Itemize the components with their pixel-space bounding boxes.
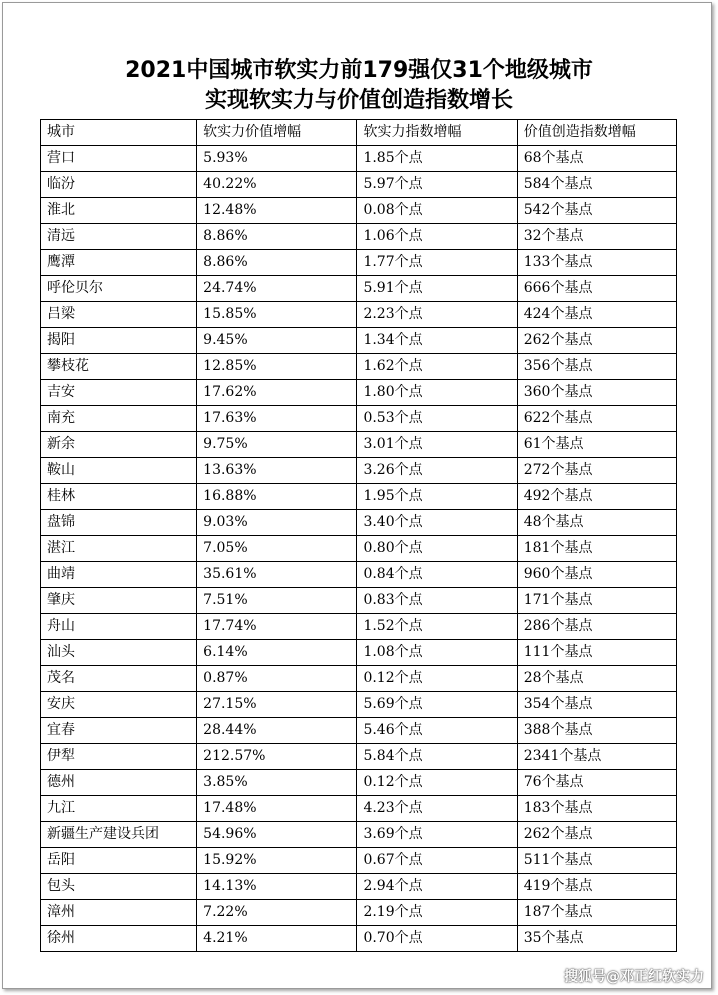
table-row: [41, 900, 677, 926]
table-row: [41, 718, 677, 744]
cell-city: 舟山: [41, 614, 197, 640]
cell-city: 汕头: [41, 640, 197, 666]
table-row: [41, 172, 677, 198]
cell-soft-power-value-growth: 6.14%: [197, 640, 357, 666]
cell-city: 宜春: [41, 718, 197, 744]
cell-soft-power-value-growth: 9.75%: [197, 432, 357, 458]
table-row: [41, 146, 677, 172]
table-row: [41, 432, 677, 458]
cell-city: 淮北: [41, 198, 197, 224]
cell-value-creation-index-growth: 133个基点: [517, 250, 676, 276]
cell-value-creation-index-growth: 183个基点: [517, 796, 676, 822]
cell-value-creation-index-growth: 48个基点: [517, 510, 676, 536]
cell-soft-power-value-growth: 5.93%: [197, 146, 357, 172]
cell-value-creation-index-growth: 622个基点: [517, 406, 676, 432]
cell-soft-power-value-growth: 15.85%: [197, 302, 357, 328]
cell-soft-power-index-growth: 2.23个点: [357, 302, 517, 328]
cell-value-creation-index-growth: 111个基点: [517, 640, 676, 666]
cell-soft-power-value-growth: 4.21%: [197, 926, 357, 952]
table-row: [41, 562, 677, 588]
cell-soft-power-value-growth: 13.63%: [197, 458, 357, 484]
cell-soft-power-index-growth: 5.69个点: [357, 692, 517, 718]
table-row: [41, 380, 677, 406]
cell-city: 清远: [41, 224, 197, 250]
cell-city: 南充: [41, 406, 197, 432]
cell-value-creation-index-growth: 262个基点: [517, 822, 676, 848]
cell-soft-power-value-growth: 12.85%: [197, 354, 357, 380]
cell-city: 肇庆: [41, 588, 197, 614]
table-row: [41, 536, 677, 562]
cell-soft-power-index-growth: 1.34个点: [357, 328, 517, 354]
cell-city: 伊犁: [41, 744, 197, 770]
cell-city: 呼伦贝尔: [41, 276, 197, 302]
cell-soft-power-index-growth: 3.40个点: [357, 510, 517, 536]
header-value-creation-index-growth: 价值创造指数增幅: [517, 120, 676, 146]
cell-value-creation-index-growth: 76个基点: [517, 770, 676, 796]
cell-value-creation-index-growth: 360个基点: [517, 380, 676, 406]
cell-city: 岳阳: [41, 848, 197, 874]
cell-value-creation-index-growth: 511个基点: [517, 848, 676, 874]
cell-city: 安庆: [41, 692, 197, 718]
table-row: [41, 744, 677, 770]
watermark-text: 搜狐号@邓正红软实力: [564, 969, 704, 985]
cell-soft-power-index-growth: 0.12个点: [357, 770, 517, 796]
cell-city: 鹰潭: [41, 250, 197, 276]
city-soft-power-table: [40, 119, 677, 952]
cell-soft-power-index-growth: 0.84个点: [357, 562, 517, 588]
cell-soft-power-index-growth: 5.91个点: [357, 276, 517, 302]
cell-soft-power-value-growth: 212.57%: [197, 744, 357, 770]
cell-value-creation-index-growth: 28个基点: [517, 666, 676, 692]
table-row: [41, 822, 677, 848]
cell-soft-power-index-growth: 1.08个点: [357, 640, 517, 666]
cell-value-creation-index-growth: 171个基点: [517, 588, 676, 614]
cell-city: 揭阳: [41, 328, 197, 354]
table-row: [41, 198, 677, 224]
cell-soft-power-value-growth: 0.87%: [197, 666, 357, 692]
cell-soft-power-index-growth: 3.01个点: [357, 432, 517, 458]
table-row: [41, 276, 677, 302]
cell-soft-power-index-growth: 1.06个点: [357, 224, 517, 250]
cell-city: 漳州: [41, 900, 197, 926]
cell-soft-power-index-growth: 1.85个点: [357, 146, 517, 172]
cell-soft-power-index-growth: 2.94个点: [357, 874, 517, 900]
cell-soft-power-index-growth: 0.08个点: [357, 198, 517, 224]
cell-value-creation-index-growth: 187个基点: [517, 900, 676, 926]
cell-city: 茂名: [41, 666, 197, 692]
cell-soft-power-index-growth: 1.52个点: [357, 614, 517, 640]
cell-city: 包头: [41, 874, 197, 900]
cell-city: 营口: [41, 146, 197, 172]
cell-value-creation-index-growth: 424个基点: [517, 302, 676, 328]
cell-soft-power-index-growth: 0.70个点: [357, 926, 517, 952]
table-row: [41, 354, 677, 380]
cell-soft-power-value-growth: 9.45%: [197, 328, 357, 354]
cell-soft-power-value-growth: 16.88%: [197, 484, 357, 510]
cell-soft-power-value-growth: 17.62%: [197, 380, 357, 406]
cell-soft-power-value-growth: 7.05%: [197, 536, 357, 562]
cell-soft-power-index-growth: 4.23个点: [357, 796, 517, 822]
table-row: [41, 328, 677, 354]
cell-value-creation-index-growth: 68个基点: [517, 146, 676, 172]
cell-city: 桂林: [41, 484, 197, 510]
table-body: [41, 146, 677, 952]
table-row: [41, 692, 677, 718]
cell-soft-power-value-growth: 17.74%: [197, 614, 357, 640]
cell-soft-power-index-growth: 5.46个点: [357, 718, 517, 744]
cell-value-creation-index-growth: 960个基点: [517, 562, 676, 588]
cell-city: 德州: [41, 770, 197, 796]
cell-city: 新疆生产建设兵团: [41, 822, 197, 848]
cell-soft-power-value-growth: 27.15%: [197, 692, 357, 718]
cell-city: 攀枝花: [41, 354, 197, 380]
cell-value-creation-index-growth: 584个基点: [517, 172, 676, 198]
cell-value-creation-index-growth: 419个基点: [517, 874, 676, 900]
table-row: [41, 796, 677, 822]
cell-city: 曲靖: [41, 562, 197, 588]
table-row: [41, 510, 677, 536]
cell-value-creation-index-growth: 262个基点: [517, 328, 676, 354]
cell-soft-power-value-growth: 17.63%: [197, 406, 357, 432]
page-title-line-2: 实现软实力与价值创造指数增长: [204, 88, 513, 113]
cell-value-creation-index-growth: 2341个基点: [517, 744, 676, 770]
table-row: [41, 588, 677, 614]
cell-city: 吕梁: [41, 302, 197, 328]
cell-soft-power-value-growth: 8.86%: [197, 224, 357, 250]
header-soft-power-index-growth: 软实力指数增幅: [357, 120, 517, 146]
cell-city: 临汾: [41, 172, 197, 198]
cell-soft-power-value-growth: 24.74%: [197, 276, 357, 302]
cell-soft-power-index-growth: 3.26个点: [357, 458, 517, 484]
cell-soft-power-index-growth: 2.19个点: [357, 900, 517, 926]
cell-soft-power-index-growth: 0.83个点: [357, 588, 517, 614]
page-title-line-1: 2021中国城市软实力前179强仅31个地级城市: [125, 58, 593, 83]
table-row: [41, 874, 677, 900]
cell-soft-power-index-growth: 1.80个点: [357, 380, 517, 406]
cell-soft-power-value-growth: 8.86%: [197, 250, 357, 276]
cell-value-creation-index-growth: 272个基点: [517, 458, 676, 484]
cell-value-creation-index-growth: 35个基点: [517, 926, 676, 952]
table-row: [41, 484, 677, 510]
cell-value-creation-index-growth: 666个基点: [517, 276, 676, 302]
cell-soft-power-index-growth: 1.77个点: [357, 250, 517, 276]
table-row: [41, 848, 677, 874]
table-row: [41, 614, 677, 640]
cell-city: 鞍山: [41, 458, 197, 484]
cell-value-creation-index-growth: 388个基点: [517, 718, 676, 744]
cell-soft-power-value-growth: 15.92%: [197, 848, 357, 874]
cell-value-creation-index-growth: 492个基点: [517, 484, 676, 510]
cell-value-creation-index-growth: 542个基点: [517, 198, 676, 224]
table-row: [41, 666, 677, 692]
cell-soft-power-index-growth: 0.80个点: [357, 536, 517, 562]
table-row: [41, 770, 677, 796]
cell-soft-power-index-growth: 5.97个点: [357, 172, 517, 198]
cell-soft-power-index-growth: 3.69个点: [357, 822, 517, 848]
cell-value-creation-index-growth: 356个基点: [517, 354, 676, 380]
cell-soft-power-index-growth: 1.62个点: [357, 354, 517, 380]
cell-value-creation-index-growth: 354个基点: [517, 692, 676, 718]
cell-value-creation-index-growth: 286个基点: [517, 614, 676, 640]
cell-city: 盘锦: [41, 510, 197, 536]
cell-soft-power-index-growth: 0.12个点: [357, 666, 517, 692]
cell-value-creation-index-growth: 181个基点: [517, 536, 676, 562]
cell-value-creation-index-growth: 61个基点: [517, 432, 676, 458]
header-soft-power-value-growth: 软实力价值增幅: [197, 120, 357, 146]
table-row: [41, 224, 677, 250]
header-city: 城市: [41, 120, 197, 146]
cell-city: 湛江: [41, 536, 197, 562]
cell-value-creation-index-growth: 32个基点: [517, 224, 676, 250]
cell-soft-power-index-growth: 5.84个点: [357, 744, 517, 770]
cell-city: 徐州: [41, 926, 197, 952]
table-row: [41, 458, 677, 484]
cell-city: 九江: [41, 796, 197, 822]
cell-soft-power-value-growth: 7.51%: [197, 588, 357, 614]
table-row: [41, 406, 677, 432]
cell-city: 吉安: [41, 380, 197, 406]
cell-soft-power-value-growth: 17.48%: [197, 796, 357, 822]
cell-soft-power-value-growth: 7.22%: [197, 900, 357, 926]
table-row: [41, 640, 677, 666]
cell-soft-power-value-growth: 3.85%: [197, 770, 357, 796]
cell-soft-power-value-growth: 12.48%: [197, 198, 357, 224]
cell-city: 新余: [41, 432, 197, 458]
cell-soft-power-value-growth: 14.13%: [197, 874, 357, 900]
cell-soft-power-value-growth: 28.44%: [197, 718, 357, 744]
cell-soft-power-index-growth: 0.53个点: [357, 406, 517, 432]
cell-soft-power-value-growth: 40.22%: [197, 172, 357, 198]
table-row: [41, 926, 677, 952]
cell-soft-power-index-growth: 1.95个点: [357, 484, 517, 510]
cell-soft-power-index-growth: 0.67个点: [357, 848, 517, 874]
cell-soft-power-value-growth: 9.03%: [197, 510, 357, 536]
table-row: [41, 250, 677, 276]
cell-soft-power-value-growth: 54.96%: [197, 822, 357, 848]
cell-soft-power-value-growth: 35.61%: [197, 562, 357, 588]
table-row: [41, 302, 677, 328]
table-header-row: [41, 120, 677, 146]
